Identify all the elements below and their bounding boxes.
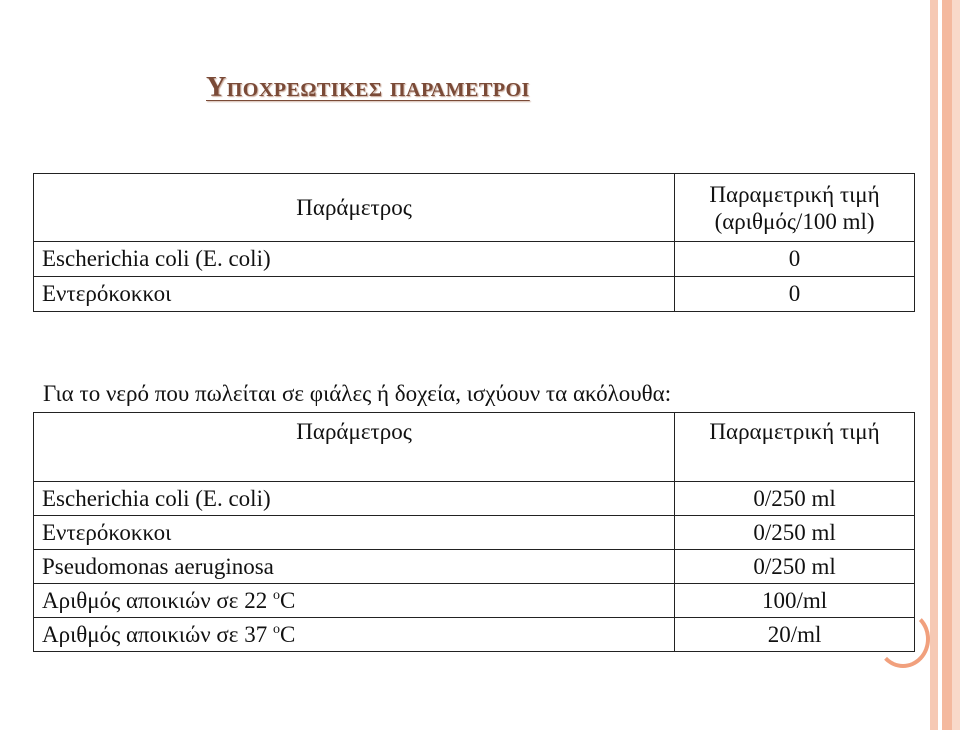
decorative-border-strip	[930, 0, 938, 730]
parameter-value: 0	[675, 277, 915, 312]
table-row	[34, 242, 915, 277]
parameter-name	[34, 618, 675, 652]
parameter-name: Escherichia coli (E. coli)	[34, 242, 675, 277]
table-row	[34, 550, 915, 584]
parameter-name: Escherichia coli (E. coli)	[34, 482, 675, 516]
parameter-value: 0/250 ml	[675, 482, 915, 516]
parameter-value: 100/ml	[675, 584, 915, 618]
decorative-circle	[876, 610, 930, 668]
table-row	[34, 584, 915, 618]
table-row	[34, 482, 915, 516]
degree-superscript: o	[272, 621, 280, 637]
decorative-border-strip	[942, 0, 952, 730]
parameter-name-text: Αριθμός αποικιών σε 22	[42, 587, 273, 613]
bottled-water-caption: Για το νερό που πωλείται σε φιάλες ή δοχεία, ισχύουν τα ακόλουθα:	[43, 381, 672, 406]
parameter-value: 0/250 ml	[675, 550, 915, 584]
header-parameter: Παράμετρος	[34, 174, 675, 242]
table-row	[34, 516, 915, 550]
unit-celsius: C	[279, 587, 296, 613]
header-parametric-value	[675, 174, 915, 242]
header-value-line2: (αριθμός/100 ml)	[714, 208, 875, 234]
parameter-name-text: Αριθμός αποικιών σε 37	[42, 621, 273, 647]
header-value-line1: Παραμετρική τιμή	[709, 181, 880, 207]
slide-title: Υποχρεωτικες παραμετροι	[206, 72, 530, 103]
mandatory-parameters-table	[33, 173, 915, 312]
unit-celsius: C	[279, 621, 296, 647]
table-header-row	[34, 174, 915, 242]
header-parameter: Παράμετρος	[34, 413, 675, 482]
parameter-value: 0	[675, 242, 915, 277]
parameter-value: 20/ml	[675, 618, 915, 652]
bottled-water-parameters-table	[33, 412, 915, 652]
header-parametric-value: Παραμετρική τιμή	[675, 413, 915, 482]
table-row	[34, 277, 915, 312]
parameter-name	[34, 584, 675, 618]
degree-superscript: o	[272, 587, 280, 603]
parameter-name: Εντερόκοκκοι	[34, 516, 675, 550]
table-header-row	[34, 413, 915, 482]
table-row	[34, 618, 915, 652]
parameter-value: 0/250 ml	[675, 516, 915, 550]
decorative-border-strip	[952, 0, 960, 730]
parameter-name: Εντερόκοκκοι	[34, 277, 675, 312]
parameter-name: Pseudomonas aeruginosa	[34, 550, 675, 584]
